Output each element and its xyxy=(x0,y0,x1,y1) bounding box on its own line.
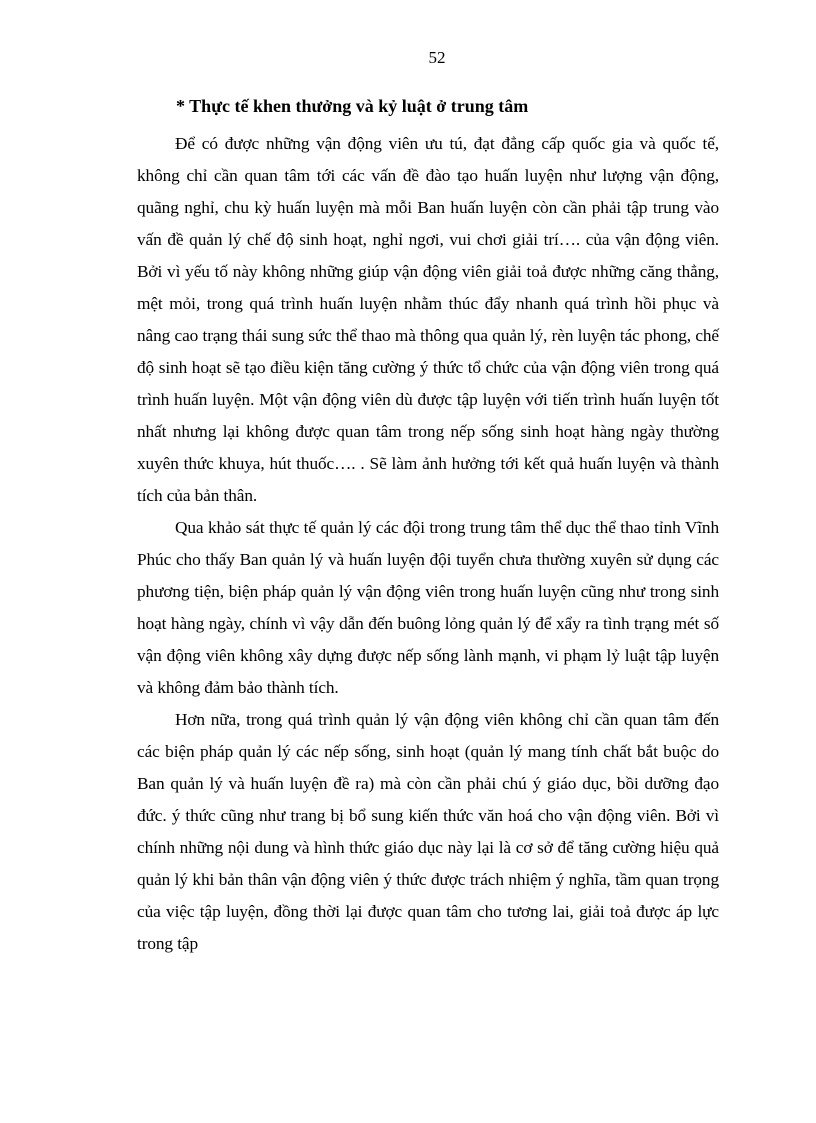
page-number: 52 xyxy=(428,48,446,67)
paragraph-3: Hơn nữa, trong quá trình quản lý vận động viên không chỉ cần quan tâm đến các biện pháp quản lý các nếp sống, sinh hoạt (quản lý mang tính chất bắt buộc do Ban quản lý và huấn luyện đề ra) mà còn cần phải chú ý giáo dục, bồi dưỡng đạo đức. ý thức cũng như trang bị bổ sung kiến thức văn hoá cho vận động viên. Bởi vì chính những nội dung và hình thức giáo dục này lại là cơ sở để tăng cường hiệu quả quản lý khi bản thân vận động viên ý thức được trách nhiệm ý nghĩa, tầm quan trọng của việc tập luyện, đồng thời lại được quan tâm cho tương lai, giải toả được áp lực trong tập xyxy=(137,710,719,953)
section-heading: * Thực tế khen thưởng và kỷ luật ở trung tâm xyxy=(176,96,529,116)
paragraph-2: Qua khảo sát thực tế quản lý các đội trong trung tâm thể dục thể thao tỉnh Vĩnh Phúc cho thấy Ban quản lý và huấn luyện đội tuyển chưa thường xuyên sử dụng các phương tiện, biện pháp quản lý vận động viên trong huấn luyện cũng như trong sinh hoạt hàng ngày, chính vì vậy dẫn đến buông lỏng quản lý để xẩy ra tình trạng mét số vận động viên không xây dựng được nếp sống lành mạnh, vi phạm lỷ luật tập luyện và không đảm bảo thành tích. xyxy=(137,518,719,697)
paragraph-1: Để có được những vận động viên ưu tú, đạt đẳng cấp quốc gia và quốc tế, không chỉ cần quan tâm tới các vấn đề đào tạo huấn luyện như lượng vận động, quãng nghỉ, chu kỳ huấn luyện mà mỗi Ban huấn luyện còn cần phải tập trung vào vấn đề quản lý chế độ sinh hoạt, nghỉ ngơi, vui chơi giải trí…. của vận động viên. Bởi vì yếu tố này không những giúp vận động viên giải toả được những căng thẳng, mệt mỏi, trong quá trình huấn luyện nhằm thúc đẩy nhanh quá trình hồi phục và nâng cao trạng thái sung sức thể thao mà thông qua quản lý, rèn luyện tác phong, chế độ sinh hoạt sẽ tạo điều kiện tăng cường ý thức tổ chức của vận động viên trong quá trình huấn luyện. Một vận động viên dù được tập luyện với tiến trình huấn luyện tốt nhất nhưng lại không được quan tâm trong nếp sống sinh hoạt hàng ngày thường xuyên thức khuya, hút thuốc…. . Sẽ làm ảnh hưởng tới kết quả huấn luyện và thành tích của bản thân. xyxy=(137,134,719,505)
body-text xyxy=(137,128,719,960)
